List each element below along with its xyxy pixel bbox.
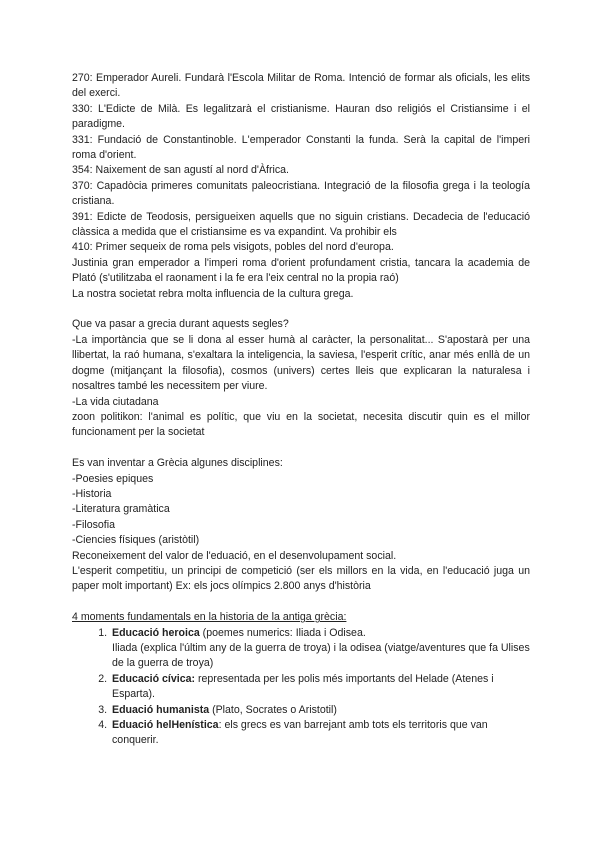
- timeline-section: [72, 71, 530, 302]
- timeline-entry: 270: Emperador Aureli. Fundarà l'Escola Militar de Roma. Intenció de formar als oficials, les elits del exerci.: [72, 72, 530, 100]
- greece-section: [72, 317, 530, 440]
- moment-item: [110, 626, 530, 672]
- moment-text: (Plato, Socrates o Aristotil): [209, 703, 337, 716]
- moments-list: [72, 626, 530, 749]
- blank-line: [72, 441, 530, 456]
- blank-line: [72, 302, 530, 317]
- greece-paragraph: -La vida ciutadana: [72, 395, 159, 408]
- moment-text: : els grecs es van barrejant amb tots els territoris que van conquerir.: [112, 719, 488, 747]
- timeline-entry: 354: Naixement de san agustí al nord d'Àfrica.: [72, 164, 289, 177]
- moment-title: Eduació humanista: [112, 703, 210, 716]
- moment-extra: Iliada (explica l'últim any de la guerra de troya) i la odisea (viatge/aventures que fa Ulises de la guerra de troya): [112, 641, 530, 670]
- greece-paragraph: -La importància que se li dona al esser humà al caràcter, la personalitat... S'apostarà per una llibertat, la raó humana, s'exaltara la inteligencia, la saviesa, l'esperit crític, anar més enllà de un dogme (mitjançant la filosofia), cosmos (univers) certes lleis que explicaran la naturalesa i nosaltres també les necessitem per viure.: [72, 333, 530, 393]
- blank-line: [72, 595, 530, 610]
- moments-section: [72, 610, 530, 749]
- discipline-item: -Literatura gramàtica: [72, 503, 170, 516]
- moments-heading: 4 moments fundamentals en la historia de la antiga grècia:: [72, 611, 347, 624]
- timeline-entry: Justinia gran emperador a l'imperi roma d'orient profundament cristia, tancara la academia de Plató (s'utilitzaba el raonament i la fe era l'eix central no la propia raó): [72, 256, 530, 285]
- disciplines-paragraph: Reconeixement del valor de l'eduació, en el desenvolupament social.: [72, 549, 397, 562]
- timeline-entry: 330: L'Edicte de Milà. Es legalitzarà el cristianisme. Hauran dso religiós el Cristiansime i el paradigme.: [72, 102, 530, 131]
- discipline-item: -Poesies epiques: [72, 472, 154, 485]
- disciplines-intro: Es van inventar a Grècia algunes disciplines:: [72, 457, 283, 470]
- greece-paragraph: zoon politikon: l'animal es polític, que viu en la societat, necesita discutir quin es el millor funcionament per la societat: [72, 410, 530, 439]
- timeline-entry: La nostra societat rebra molta influencia de la cultura grega.: [72, 287, 354, 300]
- discipline-item: -Ciencies físiques (aristòtil): [72, 534, 200, 547]
- disciplines-paragraph: L'esperit competitiu, un principi de competició (ser els millors en la vida, en l'educació juga un paper molt important) Ex: els jocs olímpics 2.800 anys d'història: [72, 564, 530, 593]
- disciplines-section: [72, 456, 530, 595]
- timeline-entry: 370: Capadòcia primeres comunitats paleocristiana. Integració de la filosofia grega i la teología cristiana.: [72, 179, 530, 208]
- moment-text: representada per les polis més importants del Helade (Atenes i Esparta).: [112, 672, 494, 701]
- moment-title: Educació cívica:: [112, 672, 196, 685]
- timeline-entry: 331: Fundació de Constantinoble. L'emperador Constanti la funda. Serà la capital de l'imperi roma d'orient.: [72, 133, 530, 162]
- moment-title: Eduació helHenística: [112, 719, 219, 732]
- discipline-item: -Filosofia: [72, 518, 115, 531]
- document-body: [72, 71, 530, 749]
- moment-item: [110, 718, 530, 749]
- moment-item: [110, 703, 530, 718]
- timeline-entry: 391: Edicte de Teodosis, persigueixen aquells que no siguin cristians. Decadecia de l'educació clàssica a medida que el cristiansime es va expandint. Va prohibir els: [72, 210, 530, 239]
- moment-item: [110, 672, 530, 703]
- moment-title: Educació heroica: [112, 626, 200, 639]
- timeline-entry: 410: Primer sequeix de roma pels visigots, pobles del nord d'europa.: [72, 241, 394, 254]
- moment-text: (poemes numerics: Iliada i Odisea.: [199, 626, 366, 639]
- greece-question: Que va pasar a grecia durant aquests segles?: [72, 318, 289, 331]
- discipline-item: -Historia: [72, 487, 112, 500]
